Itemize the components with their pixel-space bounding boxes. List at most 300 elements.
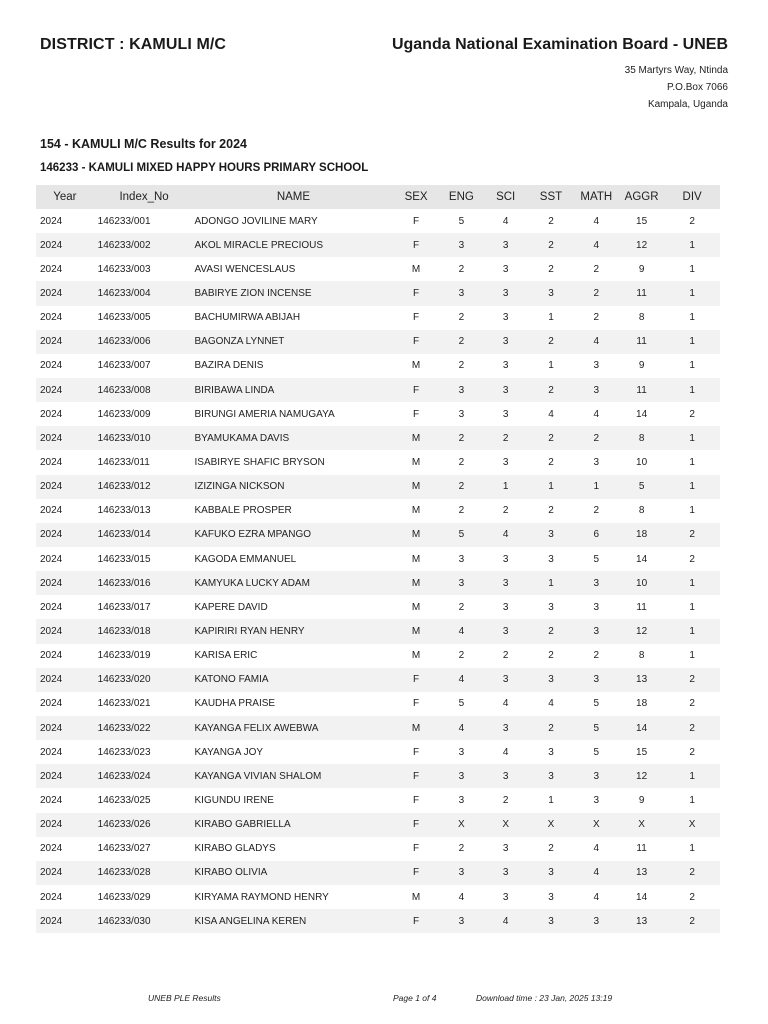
column-header-math: MATH — [574, 185, 619, 209]
cell-year: 2024 — [40, 505, 63, 517]
cell-eng: 4 — [458, 891, 465, 903]
cell-index-no: 146233/026 — [94, 813, 191, 837]
cell-year: 2024 — [36, 716, 94, 740]
cell-aggr: 12 — [619, 233, 664, 257]
cell-aggr: 13 — [619, 909, 664, 933]
cell-sci: 3 — [483, 668, 528, 692]
cell-math: 3 — [593, 456, 600, 468]
cell-name: ADONGO JOVILINE MARY — [194, 215, 318, 227]
table-row — [36, 402, 720, 426]
table-row — [36, 813, 720, 837]
cell-math: 3 — [574, 571, 619, 595]
cell-aggr: 18 — [619, 523, 664, 547]
cell-aggr: 8 — [638, 312, 645, 324]
cell-aggr: 14 — [619, 716, 664, 740]
cell-year: 2024 — [40, 263, 63, 275]
cell-sex: F — [392, 378, 439, 402]
cell-eng: 4 — [440, 668, 483, 692]
cell-year: 2024 — [40, 553, 63, 565]
cell-sci: 3 — [483, 716, 528, 740]
cell-name: ISABIRYE SHAFIC BRYSON — [194, 456, 325, 468]
cell-sci: 3 — [502, 553, 509, 565]
cell-index-no: 146233/002 — [94, 233, 191, 257]
cell-div: 2 — [664, 668, 720, 692]
table-row — [36, 571, 720, 595]
cell-math: 2 — [593, 312, 600, 324]
table-row — [36, 837, 720, 861]
cell-div: 1 — [689, 843, 695, 855]
table-row — [36, 861, 720, 885]
cell-eng: 3 — [458, 794, 465, 806]
cell-name: KAYANGA VIVIAN SHALOM — [191, 764, 393, 788]
cell-div: 2 — [689, 891, 695, 903]
cell-sci: 4 — [483, 523, 528, 547]
cell-index-no: 146233/029 — [97, 891, 151, 903]
cell-sst: 1 — [548, 794, 554, 806]
cell-math: 4 — [593, 408, 600, 420]
cell-eng: 2 — [458, 505, 465, 517]
cell-aggr: 11 — [636, 601, 647, 613]
cell-year: 2024 — [36, 764, 94, 788]
cell-eng: 2 — [458, 312, 465, 324]
cell-sex: M — [392, 571, 439, 595]
cell-eng: 3 — [440, 861, 483, 885]
cell-name: KAPERE DAVID — [194, 601, 268, 613]
cell-div: 2 — [664, 909, 720, 933]
cell-sci: 3 — [502, 843, 509, 855]
cell-aggr: 13 — [619, 668, 664, 692]
cell-eng: X — [440, 813, 483, 837]
cell-aggr: 18 — [636, 698, 648, 710]
cell-sst: 3 — [528, 281, 573, 305]
cell-sex: F — [392, 281, 439, 305]
cell-aggr: 8 — [619, 426, 664, 450]
cell-sst: 3 — [528, 861, 573, 885]
cell-name: KAYANGA JOY — [194, 746, 264, 758]
cell-aggr: 12 — [619, 619, 664, 643]
cell-index-no: 146233/005 — [97, 312, 151, 324]
cell-year: 2024 — [40, 891, 63, 903]
cell-year: 2024 — [40, 456, 63, 468]
table-row — [36, 378, 720, 402]
cell-math: 4 — [574, 861, 619, 885]
cell-aggr: 11 — [636, 843, 647, 855]
cell-sst: 2 — [548, 215, 554, 227]
cell-sci: 3 — [483, 281, 528, 305]
cell-aggr: 15 — [636, 746, 648, 758]
table-row — [36, 233, 720, 257]
cell-sci: 3 — [483, 571, 528, 595]
cell-sex: F — [413, 215, 420, 227]
address-line-city: Kampala, Uganda — [647, 99, 728, 110]
cell-index-no: 146233/006 — [94, 330, 191, 354]
cell-sst: 3 — [528, 668, 573, 692]
cell-name: BACHUMIRWA ABIJAH — [194, 312, 301, 324]
column-header-year: Year — [36, 185, 94, 209]
table-row — [36, 354, 720, 378]
cell-sst: 4 — [548, 698, 554, 710]
table-row — [36, 740, 720, 764]
cell-index-no: 146233/020 — [94, 668, 191, 692]
board-address — [625, 62, 728, 113]
cell-index-no: 146233/027 — [97, 843, 151, 855]
cell-sci: 4 — [502, 215, 509, 227]
cell-sst: 3 — [548, 553, 554, 565]
cell-name: KIRABO OLIVIA — [191, 861, 393, 885]
cell-aggr: 10 — [619, 571, 664, 595]
cell-math: 3 — [574, 764, 619, 788]
table-row — [36, 499, 720, 523]
cell-index-no: 146233/003 — [97, 263, 151, 275]
table-row — [36, 281, 720, 305]
cell-sst: X — [528, 813, 573, 837]
cell-sex: M — [392, 426, 439, 450]
cell-sst: 3 — [528, 764, 573, 788]
cell-index-no: 146233/030 — [94, 909, 191, 933]
column-header-div: DIV — [664, 185, 720, 209]
cell-year: 2024 — [36, 571, 94, 595]
cell-sex: M — [392, 716, 439, 740]
cell-index-no: 146233/007 — [97, 360, 151, 372]
column-header-name: NAME — [191, 185, 393, 209]
cell-name: KIRYAMA RAYMOND HENRY — [194, 891, 329, 903]
cell-year: 2024 — [36, 426, 94, 450]
cell-sex: F — [392, 861, 439, 885]
cell-sex: M — [411, 505, 421, 517]
cell-year: 2024 — [40, 794, 63, 806]
cell-div: 1 — [664, 233, 720, 257]
cell-name: KAYANGA FELIX AWEBWA — [191, 716, 393, 740]
cell-sci: 2 — [502, 505, 509, 517]
cell-name: KAGODA EMMANUEL — [194, 553, 297, 565]
cell-sci: 4 — [502, 698, 509, 710]
cell-div: 2 — [664, 523, 720, 547]
cell-sst: 2 — [548, 650, 554, 662]
cell-sci: 3 — [502, 312, 509, 324]
cell-eng: 4 — [440, 619, 483, 643]
cell-sst: 2 — [548, 505, 554, 517]
cell-aggr: 9 — [638, 263, 645, 275]
cell-sst: 2 — [528, 378, 573, 402]
address-line-pobox: P.O.Box 7066 — [667, 82, 728, 93]
cell-sex: F — [413, 408, 420, 420]
cell-sst: 1 — [528, 475, 573, 499]
column-header-sci: SCI — [483, 185, 528, 209]
cell-name: AKOL MIRACLE PRECIOUS — [191, 233, 393, 257]
cell-index-no: 146233/019 — [97, 650, 151, 662]
cell-sst: 2 — [548, 263, 554, 275]
cell-index-no: 146233/022 — [94, 716, 191, 740]
table-row — [36, 644, 720, 668]
footer-source: UNEB PLE Results — [148, 993, 221, 1003]
cell-sex: M — [411, 263, 421, 275]
cell-math: 2 — [574, 281, 619, 305]
cell-sex: M — [411, 553, 421, 565]
cell-aggr: 10 — [636, 456, 648, 468]
cell-div: 1 — [664, 378, 720, 402]
cell-name: KAPIRIRI RYAN HENRY — [191, 619, 393, 643]
table-row — [36, 450, 720, 474]
cell-div: 2 — [664, 716, 720, 740]
cell-index-no: 146233/025 — [97, 794, 151, 806]
cell-year: 2024 — [40, 843, 63, 855]
cell-sci: 2 — [502, 650, 509, 662]
cell-aggr: 11 — [619, 330, 664, 354]
cell-eng: 5 — [440, 523, 483, 547]
cell-sst: 2 — [528, 619, 573, 643]
table-row — [36, 330, 720, 354]
cell-name: KATONO FAMIA — [191, 668, 393, 692]
cell-sst: 2 — [528, 330, 573, 354]
cell-sci: 3 — [502, 601, 509, 613]
table-row — [36, 885, 720, 909]
cell-aggr: 8 — [638, 650, 645, 662]
cell-math: 4 — [593, 891, 600, 903]
cell-eng: 3 — [440, 571, 483, 595]
cell-eng: 2 — [440, 330, 483, 354]
cell-year: 2024 — [40, 360, 63, 372]
cell-eng: 2 — [458, 601, 465, 613]
cell-name: KAUDHA PRAISE — [194, 698, 276, 710]
cell-sst: 3 — [528, 909, 573, 933]
cell-sex: F — [413, 843, 420, 855]
cell-name: KABBALE PROSPER — [194, 505, 292, 517]
cell-math: 5 — [593, 698, 600, 710]
table-row — [36, 668, 720, 692]
cell-math: 3 — [574, 668, 619, 692]
cell-sci: 3 — [483, 619, 528, 643]
column-header-eng: ENG — [440, 185, 483, 209]
cell-math: 2 — [593, 263, 600, 275]
cell-sci: 3 — [502, 456, 509, 468]
cell-name: KAMYUKA LUCKY ADAM — [191, 571, 393, 595]
cell-index-no: 146233/010 — [94, 426, 191, 450]
cell-eng: 3 — [440, 764, 483, 788]
cell-div: 1 — [689, 601, 695, 613]
cell-year: 2024 — [36, 233, 94, 257]
cell-div: 1 — [689, 312, 695, 324]
cell-eng: 2 — [458, 263, 465, 275]
cell-sci: 3 — [483, 378, 528, 402]
cell-div: 2 — [689, 408, 695, 420]
column-header-index: Index_No — [94, 185, 191, 209]
cell-div: 1 — [689, 360, 695, 372]
cell-year: 2024 — [36, 813, 94, 837]
cell-name: BYAMUKAMA DAVIS — [191, 426, 393, 450]
cell-sex: M — [392, 523, 439, 547]
cell-math: 5 — [593, 553, 600, 565]
district-title: DISTRICT : KAMULI M/C — [40, 36, 227, 53]
cell-sci: 3 — [502, 408, 509, 420]
cell-div: 2 — [689, 553, 695, 565]
cell-name: AVASI WENCESLAUS — [194, 263, 296, 275]
table-row — [36, 547, 720, 571]
cell-sex: M — [411, 456, 421, 468]
cell-div: 1 — [664, 619, 720, 643]
cell-sst: 1 — [548, 360, 554, 372]
cell-index-no: 146233/013 — [97, 505, 151, 517]
cell-sst: 2 — [528, 716, 573, 740]
cell-sex: M — [392, 475, 439, 499]
cell-index-no: 146233/012 — [94, 475, 191, 499]
cell-year: 2024 — [36, 475, 94, 499]
cell-year: 2024 — [36, 619, 94, 643]
cell-sst: 2 — [528, 426, 573, 450]
cell-sci: 3 — [483, 861, 528, 885]
cell-div: 2 — [664, 861, 720, 885]
cell-sex: M — [392, 619, 439, 643]
cell-sci: 3 — [483, 233, 528, 257]
cell-eng: 2 — [458, 360, 465, 372]
cell-aggr: 14 — [636, 408, 648, 420]
table-row — [36, 595, 720, 619]
cell-math: 4 — [593, 215, 600, 227]
cell-sci: 3 — [502, 360, 509, 372]
cell-div: 1 — [664, 764, 720, 788]
cell-eng: 2 — [458, 456, 465, 468]
cell-math: 2 — [574, 426, 619, 450]
cell-aggr: 14 — [636, 891, 648, 903]
table-row — [36, 426, 720, 450]
cell-div: 2 — [689, 698, 695, 710]
column-header-sex: SEX — [392, 185, 439, 209]
cell-sci: 2 — [483, 426, 528, 450]
cell-sci: 3 — [502, 263, 509, 275]
table-row — [36, 306, 720, 330]
table-row — [36, 257, 720, 281]
cell-div: X — [664, 813, 720, 837]
cell-name: BIRIBAWA LINDA — [191, 378, 393, 402]
cell-eng: 2 — [440, 475, 483, 499]
table-row — [36, 716, 720, 740]
table-row — [36, 523, 720, 547]
cell-aggr: X — [619, 813, 664, 837]
cell-year: 2024 — [36, 281, 94, 305]
cell-eng: 3 — [458, 553, 465, 565]
cell-div: 1 — [664, 475, 720, 499]
cell-eng: 3 — [458, 408, 465, 420]
cell-year: 2024 — [40, 746, 63, 758]
cell-year: 2024 — [40, 698, 63, 710]
cell-aggr: 14 — [636, 553, 648, 565]
cell-index-no: 146233/021 — [97, 698, 151, 710]
cell-math: X — [574, 813, 619, 837]
cell-index-no: 146233/011 — [97, 456, 150, 468]
cell-sst: 2 — [528, 233, 573, 257]
cell-index-no: 146233/023 — [97, 746, 151, 758]
cell-eng: 3 — [440, 378, 483, 402]
cell-aggr: 8 — [638, 505, 645, 517]
cell-div: 1 — [689, 456, 695, 468]
cell-year: 2024 — [40, 312, 63, 324]
cell-name: KIRABO GLADYS — [194, 843, 276, 855]
column-header-sst: SST — [528, 185, 573, 209]
table-row — [36, 764, 720, 788]
cell-sst: 3 — [548, 746, 554, 758]
cell-aggr: 5 — [619, 475, 664, 499]
cell-sex: F — [392, 668, 439, 692]
cell-math: 2 — [593, 650, 600, 662]
cell-index-no: 146233/018 — [94, 619, 191, 643]
cell-sex: F — [413, 746, 420, 758]
cell-year: 2024 — [36, 909, 94, 933]
cell-sci: 1 — [483, 475, 528, 499]
cell-sst: 4 — [548, 408, 554, 420]
address-line-street: 35 Martyrs Way, Ntinda — [624, 65, 728, 76]
cell-name: KIRABO GABRIELLA — [191, 813, 393, 837]
table-row — [36, 619, 720, 643]
table-header-row — [36, 185, 720, 209]
cell-sex: F — [392, 330, 439, 354]
school-title: 146233 - KAMULI MIXED HAPPY HOURS PRIMARY SCHOOL — [40, 162, 369, 174]
cell-sci: 3 — [483, 764, 528, 788]
cell-math: 3 — [593, 794, 600, 806]
cell-aggr: 9 — [638, 360, 645, 372]
cell-eng: 2 — [440, 426, 483, 450]
cell-sex: M — [411, 891, 421, 903]
cell-div: 1 — [689, 650, 695, 662]
cell-index-no: 146233/016 — [94, 571, 191, 595]
cell-index-no: 146233/004 — [94, 281, 191, 305]
cell-sst: 1 — [548, 312, 554, 324]
table-row — [36, 788, 720, 812]
cell-sex: F — [413, 698, 420, 710]
cell-math: 4 — [593, 843, 600, 855]
cell-math: 5 — [593, 746, 600, 758]
cell-sex: F — [392, 909, 439, 933]
cell-aggr: 12 — [619, 764, 664, 788]
cell-name: IZIZINGA NICKSON — [191, 475, 393, 499]
cell-index-no: 146233/017 — [97, 601, 151, 613]
cell-aggr: 13 — [619, 861, 664, 885]
cell-sci: 2 — [502, 794, 509, 806]
cell-math: 3 — [593, 360, 600, 372]
cell-div: 1 — [689, 263, 695, 275]
cell-index-no: 146233/008 — [94, 378, 191, 402]
results-table — [36, 185, 720, 933]
cell-math: 5 — [574, 716, 619, 740]
cell-eng: 3 — [440, 281, 483, 305]
cell-aggr: 9 — [638, 794, 645, 806]
cell-sex: F — [392, 233, 439, 257]
cell-sst: 1 — [528, 571, 573, 595]
cell-index-no: 146233/014 — [94, 523, 191, 547]
cell-year: 2024 — [40, 601, 63, 613]
cell-name: KARISA ERIC — [194, 650, 258, 662]
board-title: Uganda National Examination Board - UNEB — [391, 36, 728, 53]
cell-eng: 2 — [458, 650, 465, 662]
cell-div: 1 — [689, 794, 695, 806]
cell-math: 3 — [574, 909, 619, 933]
cell-year: 2024 — [36, 523, 94, 547]
cell-sst: 3 — [548, 601, 554, 613]
cell-name: BIRUNGI AMERIA NAMUGAYA — [194, 408, 335, 420]
results-title: 154 - KAMULI M/C Results for 2024 — [40, 137, 247, 151]
cell-name: BAZIRA DENIS — [194, 360, 264, 372]
cell-sex: F — [392, 764, 439, 788]
cell-eng: 3 — [440, 233, 483, 257]
cell-sci: 3 — [502, 891, 509, 903]
cell-eng: 5 — [458, 698, 465, 710]
cell-div: 1 — [689, 505, 695, 517]
cell-math: 3 — [593, 601, 600, 613]
cell-div: 1 — [664, 330, 720, 354]
cell-name: BAGONZA LYNNET — [191, 330, 393, 354]
cell-eng: 3 — [440, 909, 483, 933]
cell-year: 2024 — [40, 408, 63, 420]
table-row — [36, 209, 720, 233]
cell-eng: 5 — [458, 215, 465, 227]
